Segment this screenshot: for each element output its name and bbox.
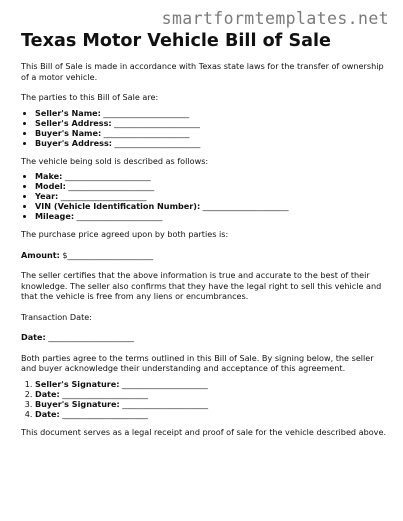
seller-signature-blank: ______________________ (119, 378, 208, 389)
site-watermark: smartformtemplates.net (161, 9, 389, 28)
seller-date-blank: ______________________ (59, 388, 148, 399)
seller-address-label: Seller's Address: (35, 117, 112, 128)
buyer-name-blank: ______________________ (101, 127, 190, 138)
seller-name-blank: ______________________ (100, 107, 190, 118)
model-label: Model: (35, 181, 66, 191)
amount-blank: $______________________ (59, 249, 154, 260)
parties-heading: The parties to this Bill of Sale are: (21, 92, 159, 102)
mileage-blank: ______________________ (74, 211, 163, 221)
buyer-date-label: Date: (35, 408, 60, 419)
make-label: Make: (35, 171, 63, 181)
list-item (35, 191, 387, 201)
signatures-list (21, 379, 387, 419)
vin-blank: ______________________ (200, 201, 289, 211)
vehicle-heading: The vehicle being sold is described as follows: (21, 155, 209, 166)
mileage-label: Mileage: (35, 211, 75, 221)
list-item (35, 211, 387, 221)
buyer-address-blank: ______________________ (112, 137, 201, 148)
vehicle-list (21, 171, 387, 221)
buyer-signature-blank: ______________________ (119, 398, 208, 409)
list-item (35, 399, 387, 409)
year-label: Year: (35, 191, 59, 201)
closing-paragraph: This document serves as a legal receipt and proof of sale for the vehicle described above. (21, 426, 387, 437)
list-item (35, 138, 387, 148)
model-blank: ______________________ (65, 181, 155, 191)
list-item (35, 118, 387, 128)
vin-label: VIN (Vehicle Identification Number): (35, 201, 201, 211)
list-item (35, 181, 387, 191)
date-line (21, 332, 387, 343)
list-item (35, 201, 387, 211)
document-title: Texas Motor Vehicle Bill of Sale (21, 31, 331, 51)
make-blank: ______________________ (62, 171, 151, 181)
list-item (35, 128, 387, 138)
list-item (35, 379, 387, 389)
transaction-date-label: Transaction Date: (21, 311, 92, 322)
certification-paragraph: The seller certifies that the above information is true and accurate to the best of their knowledge. The seller also confirms that they have the legal right to sell this vehicle and that the vehicle is free from any liens or encumbrances. (21, 270, 382, 301)
amount-label: Amount: (21, 249, 60, 260)
buyer-signature-label: Buyer's Signature: (35, 398, 120, 409)
seller-signature-label: Seller's Signature: (35, 378, 120, 389)
list-item (35, 171, 387, 181)
date-blank: ______________________ (45, 332, 134, 342)
amount-line (21, 250, 387, 261)
buyer-name-label: Buyer's Name: (35, 127, 102, 138)
bill-of-sale-document (21, 30, 387, 447)
list-item (35, 409, 387, 419)
seller-name-label: Seller's Name: (35, 107, 101, 118)
parties-list (21, 108, 387, 148)
year-blank: ______________________ (58, 191, 147, 201)
seller-address-blank: ______________________ (111, 117, 200, 128)
agreement-paragraph: Both parties agree to the terms outlined in this Bill of Sale. By signing below, the seller and buyer acknowledge their understanding and acceptance of this agreement. (21, 352, 374, 373)
price-heading: The purchase price agreed upon by both parties is: (21, 229, 229, 239)
buyer-date-blank: ______________________ (59, 408, 148, 419)
buyer-address-label: Buyer's Address: (35, 137, 113, 148)
date-label: Date: (21, 332, 46, 342)
list-item (35, 389, 387, 399)
seller-date-label: Date: (35, 388, 60, 399)
intro-paragraph: This Bill of Sale is made in accordance with Texas state laws for the transfer of ownership of a motor vehicle. (21, 61, 384, 82)
list-item (35, 108, 387, 118)
